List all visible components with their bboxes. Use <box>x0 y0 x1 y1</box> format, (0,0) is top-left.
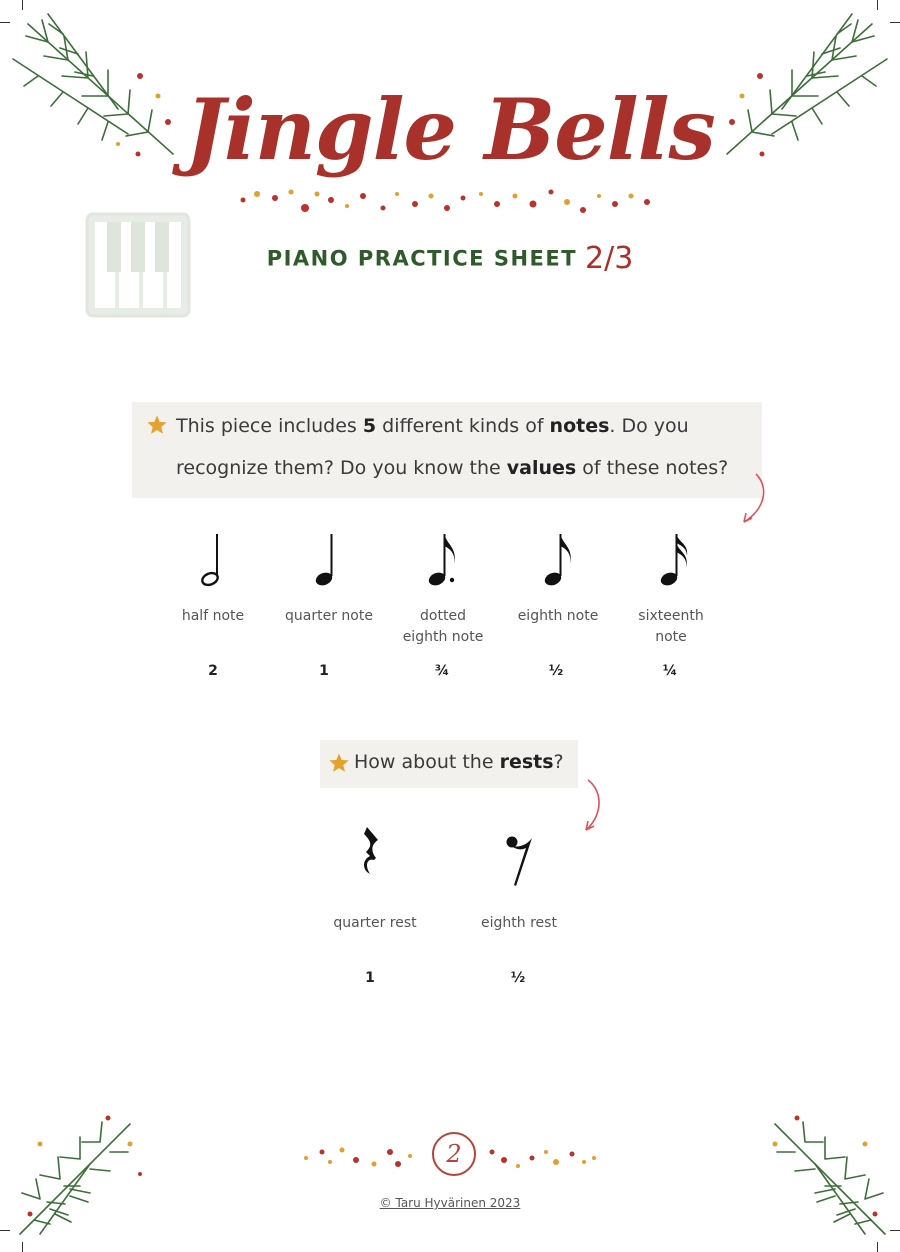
note-label-half: half note <box>181 608 245 624</box>
quarter-rest-icon <box>358 824 388 888</box>
note-value-quarter: 1 <box>319 663 329 679</box>
rests-prompt: How about the rests? <box>354 751 564 773</box>
pine-branch-bottom-right-icon <box>745 1104 895 1244</box>
note-label-eighth: eighth note <box>517 608 599 624</box>
rest-value-quarter: 1 <box>365 970 375 986</box>
note-label-sixteenth: sixteenth note <box>638 608 704 645</box>
piano-keys-icon <box>85 212 191 318</box>
pine-branch-bottom-left-icon <box>10 1104 160 1244</box>
eighth-note-icon <box>538 530 582 590</box>
subtitle-text: PIANO PRACTICE SHEET <box>266 246 578 271</box>
crop-mark-bottom-left <box>0 1230 10 1231</box>
half-note-icon <box>193 530 233 590</box>
note-value-half: 2 <box>208 663 218 679</box>
title-dots-decoration <box>235 182 665 218</box>
note-value-sixteenth: ¼ <box>662 663 678 679</box>
curved-arrow-icon <box>576 776 616 836</box>
star-icon <box>328 752 350 774</box>
curved-arrow-icon <box>734 470 774 530</box>
quarter-note-icon <box>307 530 347 590</box>
note-value-eighth: ½ <box>548 663 564 679</box>
dotted-eighth-note-icon <box>422 530 466 590</box>
page-title: Jingle Bells <box>185 80 715 179</box>
eighth-rest-icon <box>502 832 538 892</box>
note-label-dotted-eighth: dotted eighth note <box>402 608 484 645</box>
notes-prompt-line1: This piece includes 5 different kinds of notes. Do you <box>176 415 689 437</box>
rest-value-eighth: ½ <box>510 970 526 986</box>
rest-label-quarter: quarter rest <box>333 915 417 931</box>
rests-question-box <box>320 740 578 788</box>
copyright-link[interactable]: © Taru Hyvärinen 2023 <box>379 1196 521 1210</box>
page-number: 2 <box>432 1132 476 1176</box>
sixteenth-note-icon <box>654 530 698 590</box>
rest-label-eighth: eighth rest <box>481 915 557 931</box>
note-value-dotted-eighth: ¾ <box>434 663 450 679</box>
notes-question-box <box>132 402 762 498</box>
sheet-number: 2/3 <box>585 240 634 276</box>
notes-prompt-line2: recognize them? Do you know the values of these notes? <box>176 457 729 479</box>
star-icon <box>146 414 168 436</box>
note-label-quarter: quarter note <box>285 608 373 624</box>
